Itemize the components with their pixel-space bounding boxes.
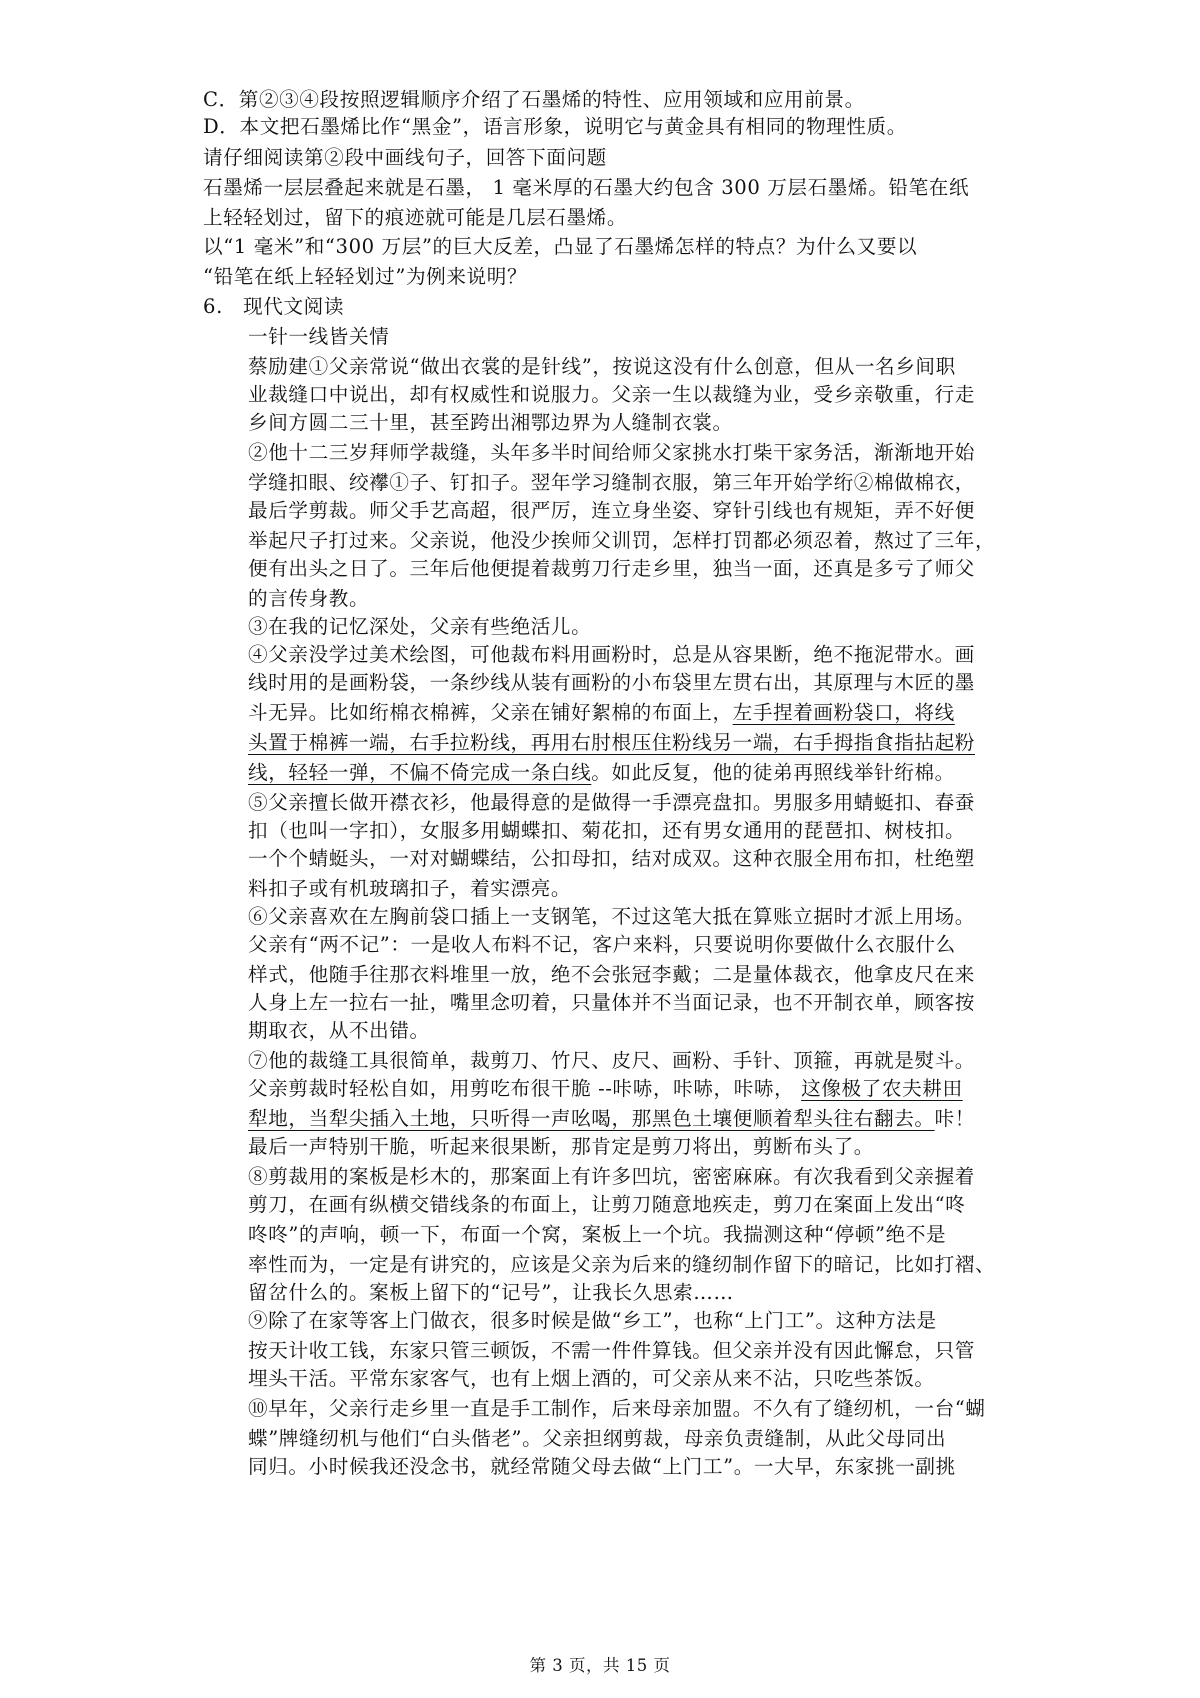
line-text: ⑤父亲擅长做开襟衣衫，他最得意的是做得一手漂亮盘扣。男服多用蜻蜓扣、春蚕 xyxy=(248,791,975,814)
underlined-sentence: 这像极了农夫耕田 xyxy=(801,1077,963,1100)
text-line xyxy=(248,960,975,990)
text-line xyxy=(248,612,591,642)
text-line xyxy=(248,902,975,932)
text-line xyxy=(248,438,975,468)
text-line xyxy=(248,1220,946,1250)
text-line xyxy=(248,758,955,788)
text-line xyxy=(203,143,607,173)
text-line xyxy=(248,322,389,352)
line-text: 父亲有“两不记”：一是收人布料不记，客户来料，只要说明你要做什么衣服什么 xyxy=(248,933,956,956)
line-text: 的言传身教。 xyxy=(248,587,370,610)
text-line xyxy=(248,1074,963,1104)
text-line xyxy=(248,1306,937,1336)
text-line xyxy=(248,352,956,382)
line-text: 样式，他随手往那衣料堆里一放，绝不会张冠李戴；二是量体裁衣，他拿皮尺在来 xyxy=(248,963,975,986)
line-text: 乡间方圆二三十里，甚至跨出湘鄂边界为人缝制衣裳。 xyxy=(248,411,733,434)
text-line xyxy=(248,380,975,410)
line-text: 料扣子或有机玻璃扣子，着实漂亮。 xyxy=(248,877,572,900)
underlined-sentence: 左手捏着画粉袋口，将线 xyxy=(732,701,955,724)
line-text: 剪刀，在画有纵横交错线条的布面上，让剪刀随意地疾走，剪刀在案面上发出“咚 xyxy=(248,1193,966,1216)
text-line xyxy=(248,526,995,556)
line-text: 一个个蜻蜓头，一对对蝴蝶结，公扣母扣，结对成双。这种衣服全用布扣，杜绝塑 xyxy=(248,847,975,870)
text-line xyxy=(248,816,965,846)
line-text: 最后一声特别干脆，听起来很果断，那肯定是剪刀将出，剪断布头了。 xyxy=(248,1135,875,1158)
text-line xyxy=(203,112,907,142)
text-line xyxy=(203,262,527,292)
underlined-sentence: 犁地，当犁尖插入土地，只听得一声吆喝，那黑色土壤便顺着犁头往右翻去。 xyxy=(248,1107,935,1130)
underlined-sentence: 线，轻轻一弹，不偏不倚完成一条白线 xyxy=(248,761,592,784)
text-line xyxy=(248,728,975,758)
text-line xyxy=(248,554,975,584)
text-line xyxy=(248,988,975,1018)
line-text: D．本文把石墨烯比作“黑金”，语言形象，说明它与黄金具有相同的物理性质。 xyxy=(203,115,907,138)
text-line xyxy=(248,1016,430,1046)
line-text: “铅笔在纸上轻轻划过”为例来说明？ xyxy=(203,265,528,288)
line-text: 上轻轻划过，留下的痕迹就可能是几层石墨烯。 xyxy=(203,206,628,229)
text-line xyxy=(203,85,865,115)
line-text: C．第②③④段按照逻辑顺序介绍了石墨烯的特性、应用领域和应用前景。 xyxy=(203,88,865,111)
page-footer: 第 3 页，共 15 页 xyxy=(529,1656,671,1675)
text-line xyxy=(248,698,955,728)
line-text: 期取衣，从不出错。 xyxy=(248,1019,430,1042)
line-text: 请仔细阅读第②段中画线句子，回答下面问题 xyxy=(203,146,607,169)
text-line xyxy=(248,1364,935,1394)
text-line xyxy=(248,844,975,874)
text-line xyxy=(203,173,969,203)
text-line xyxy=(248,1104,975,1134)
text-line xyxy=(248,640,975,670)
line-text: 举起尺子打过来。父亲说，他没少挨师父训罚，怎样打罚都必须忍着，熬过了三年， xyxy=(248,529,996,552)
line-text: 咚咚”的声响，顿一下，布面一个窝，案板上一个坑。我揣测这种“停顿”绝不是 xyxy=(248,1223,947,1246)
text-line xyxy=(248,1046,975,1076)
text-line xyxy=(248,668,975,698)
line-text: 父亲剪裁时轻松自如，用剪吃布很干脆 --咔哧，咔哧，咔哧， xyxy=(248,1077,802,1100)
line-text: 最后学剪裁。师父手艺高超，很严厉，连立身坐姿、穿针引线也有规矩，弄不好便 xyxy=(248,499,975,522)
line-text: 率性而为，一定是有讲究的，应该是父亲为后来的缝纫制作留下的暗记，比如打褶、 xyxy=(248,1253,996,1276)
line-text: ⑧剪裁用的案板是杉木的，那案面上有许多凹坑，密密麻麻。有次我看到父亲握着 xyxy=(248,1165,975,1188)
line-text: ③在我的记忆深处，父亲有些绝活儿。 xyxy=(248,615,592,638)
line-text: ⑩早年，父亲行走乡里一直是手工制作，后来母亲加盟。不久有了缝纫机，一台“蝴 xyxy=(248,1397,986,1420)
text-line xyxy=(248,1190,965,1220)
line-text: 同归。小时候我还没念书，就经常随父母去做“上门工”。一大早，东家挑一副挑 xyxy=(248,1455,956,1478)
line-text: 一针一线皆关情 xyxy=(248,325,390,348)
line-text: 业裁缝口中说出，却有权威性和说服力。父亲一生以裁缝为业，受乡亲敬重，行走 xyxy=(248,383,975,406)
text-line xyxy=(248,584,369,614)
line-text: 埋头干活。平常东家客气，也有上烟上酒的，可父亲从来不沾，只吃些茶饭。 xyxy=(248,1367,935,1390)
text-line xyxy=(248,1278,734,1308)
line-text: 学缝扣眼、绞襻①子、钉扣子。翌年学习缝制衣服，第三年开始学绗②棉做棉衣， xyxy=(248,471,975,494)
line-text: ⑨除了在家等客上门做衣，很多时候是做“乡工”，也称“上门工”。这种方法是 xyxy=(248,1309,937,1332)
line-text: 6. 现代文阅读 xyxy=(203,295,345,318)
text-line xyxy=(248,788,975,818)
text-line xyxy=(203,292,344,322)
text-line xyxy=(248,1452,956,1482)
text-line xyxy=(248,930,956,960)
line-text: 蔡励建①父亲常说“做出衣裳的是针线”，按说这没有什么创意，但从一名乡间职 xyxy=(248,355,956,378)
line-text: 扣（也叫一字扣），女服多用蝴蝶扣、菊花扣，还有男女通用的琵琶扣、树枝扣。 xyxy=(248,819,966,842)
text-line xyxy=(248,1394,986,1424)
text-line xyxy=(248,1250,995,1280)
line-text: 留岔什么的。案板上留下的“记号”，让我长久思索…… xyxy=(248,1281,734,1304)
text-line xyxy=(248,1336,975,1366)
line-text: 以“1 毫米”和“300 万层”的巨大反差，凸显了石墨烯怎样的特点？为什么又要以 xyxy=(203,235,918,258)
line-text: 蝶”牌缝纫机与他们“白头偕老”。父亲担纲剪裁，母亲负责缝制，从此父母同出 xyxy=(248,1427,947,1450)
line-text: 斗无异。比如绗棉衣棉裤，父亲在铺好絮棉的布面上， xyxy=(248,701,733,724)
text-line xyxy=(248,874,571,904)
line-text: 人身上左一拉右一扯，嘴里念叨着，只量体并不当面记录，也不开制衣单，顾客按 xyxy=(248,991,975,1014)
text-line xyxy=(248,408,733,438)
line-text: 线时用的是画粉袋，一条纱线从装有画粉的小布袋里左贯右出，其原理与木匠的墨 xyxy=(248,671,975,694)
line-text: ⑦他的裁缝工具很简单，裁剪刀、竹尺、皮尺、画粉、手针、顶箍，再就是熨斗。 xyxy=(248,1049,975,1072)
text-line xyxy=(248,1162,975,1192)
text-line xyxy=(248,496,975,526)
line-text: 石墨烯一层层叠起来就是石墨， 1 毫米厚的石墨大约包含 300 万层石墨烯。铅笔在纸 xyxy=(203,176,970,199)
line-text: 便有出头之日了。三年后他便提着裁剪刀行走乡里，独当一面，还真是多亏了师父 xyxy=(248,557,975,580)
underlined-sentence: 头置于棉裤一端，右手拉粉线，再用右肘根压住粉线另一端，右手拇指食指拈起粉 xyxy=(248,731,975,754)
text-line xyxy=(248,1132,874,1162)
line-text: 咔！ xyxy=(934,1107,975,1130)
text-line xyxy=(203,232,917,262)
line-text: 。如此反复，他的徒弟再照线举针绗棉。 xyxy=(591,761,955,784)
text-line xyxy=(203,203,627,233)
line-text: ②他十二三岁拜师学裁缝，头年多半时间给师父家挑水打柴干家务活，渐渐地开始 xyxy=(248,441,975,464)
text-line xyxy=(248,468,975,498)
line-text: 按天计收工钱，东家只管三顿饭，不需一件件算钱。但父亲并没有因此懈怠，只管 xyxy=(248,1339,975,1362)
line-text: ⑥父亲喜欢在左胸前袋口插上一支钢笔，不过这笔大抵在算账立据时才派上用场。 xyxy=(248,905,975,928)
line-text: ④父亲没学过美术绘图，可他裁布料用画粉时，总是从容果断，绝不拖泥带水。画 xyxy=(248,643,975,666)
text-line xyxy=(248,1424,946,1454)
